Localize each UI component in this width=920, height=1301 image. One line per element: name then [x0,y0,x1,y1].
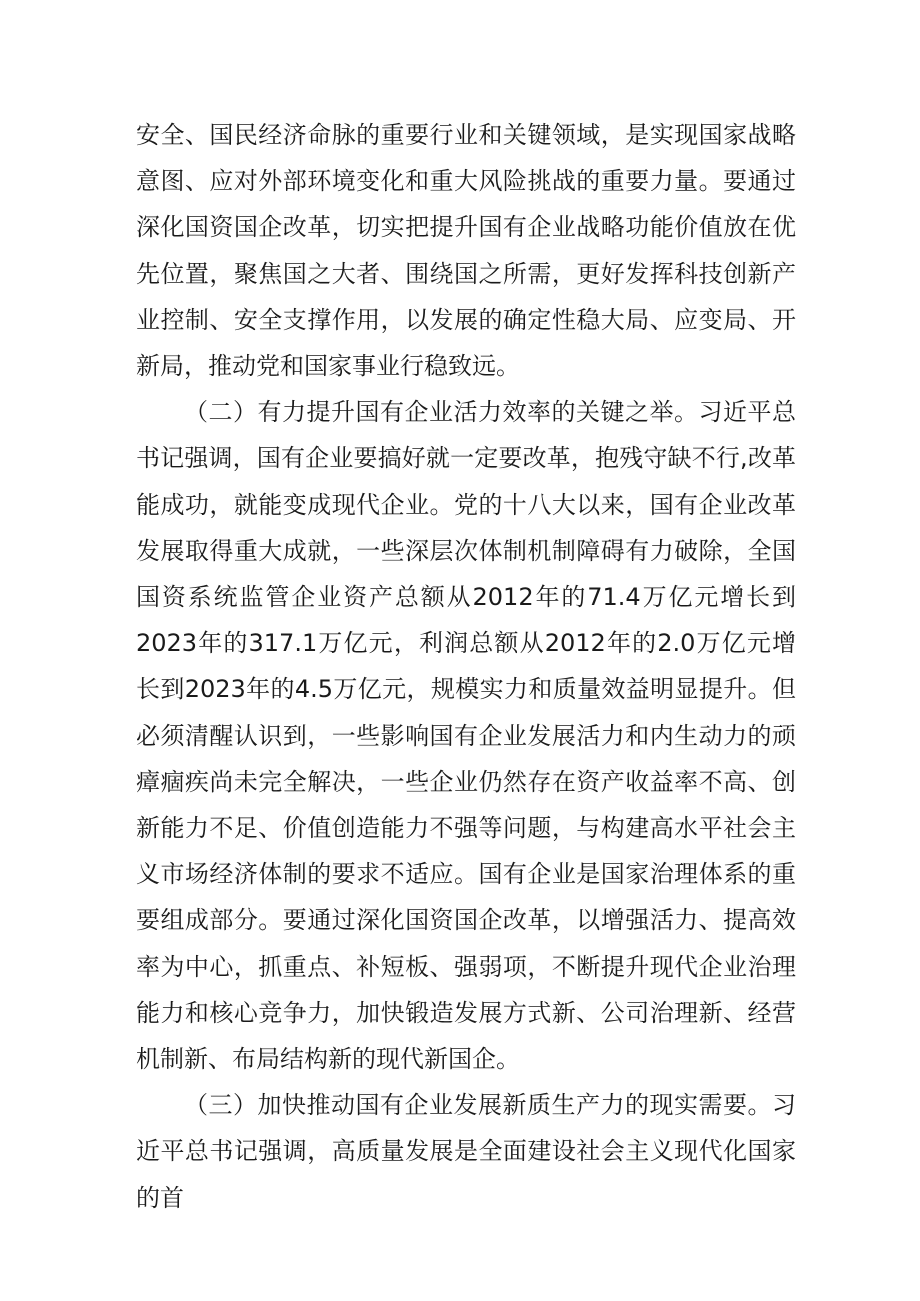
document-body [136,112,796,1221]
paragraph-continued: 安全、国民经济命脉的重要行业和关键领域，是实现国家战略意图、应对外部环境变化和重大风险挑战的重要力量。要通过深化国资国企改革，切实把提升国有企业战略功能价值放在优先位置，聚焦国之大者、围绕国之所需，更好发挥科技创新产业控制、安全支撑作用，以发展的确定性稳大局、应变局、开新局，推动党和国家事业行稳致远。 [136,121,796,381]
paragraph-section-three: （三）加快推动国有企业发展新质生产力的现实需要。习近平总书记强调，高质量发展是全面建设社会主义现代化国家的首 [136,1091,796,1212]
paragraph-section-two: （二）有力提升国有企业活力效率的关键之举。习近平总书记强调，国有企业要搞好就一定要改革，抱残守缺不行,改革能成功，就能变成现代企业。党的十八大以来，国有企业改革发展取得重大成就，一些深层次体制机制障碍有力破除，全国国资系统监管企业资产总额从2012年的71.4万亿元增长到2023年的317.1万亿元，利润总额从2012年的2.0万亿元增长到2023年的4.5万亿元，规模实力和质量效益明显提升。但必须清醒认识到，一些影响国有企业发展活力和内生动力的顽瘴痼疾尚未完全解决，一些企业仍然存在资产收益率不高、创新能力不足、价值创造能力不强等问题，与构建高水平社会主义市场经济体制的要求不适应。国有企业是国家治理体系的重要组成部分。要通过深化国资国企改革，以增强活力、提高效率为中心，抓重点、补短板、强弱项，不断提升现代企业治理能力和核心竞争力，加快锻造发展方式新、公司治理新、经营机制新、布局结构新的现代新国企。 [136,398,796,1074]
